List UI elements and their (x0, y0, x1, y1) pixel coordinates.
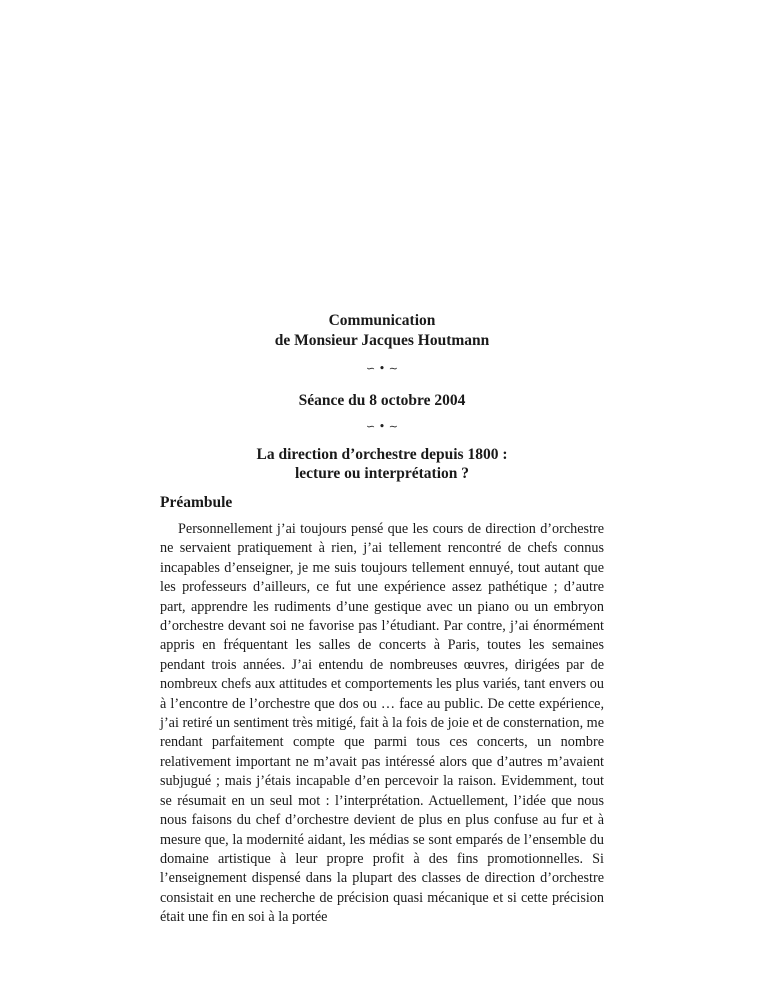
session-date-heading: Séance du 8 octobre 2004 (298, 392, 466, 409)
speaker-heading: de Monsieur Jacques Houtmann (274, 332, 490, 349)
communication-heading: Communication (328, 312, 436, 329)
section-title: Préambule (160, 494, 233, 511)
topic-title-line2: lecture ou interprétation ? (294, 465, 470, 482)
ornament-divider-icon: ∽ • ∼ (366, 420, 398, 433)
body-paragraph: Personnellement j’ai toujours pensé que les cours de direction d’orchestre ne servaient pratiquement à rien, j’ai tellement rencontré de chefs connus incapables d’enseigner, je me suis toujours tellement ennuyé, tout autant que les professeurs d’ailleurs, ce fut une expérience assez pathétique ; d’autre part, apprendre les rudiments d’une gestique avec un piano ou un embryon d’orchestre devant soi ne favorise pas l’étudiant. Par contre, j’ai énormément appris en fréquentant les salles de concerts à Paris, toutes les semaines pendant trois années. J’ai entendu de nombreuses œuvres, dirigées par de nombreux chefs aux attitudes et comportements les plus variés, tant envers ou à l’encontre de l’orchestre que dos ou … face au public. De cette expérience, j’ai retiré un sentiment très mitigé, fait à la fois de joie et de consternation, me rendant parfaitement compte que parmi tous ces concerts, un nombre relativement important ne m’avait pas intéressé alors que d’autres m’avaient subjugué ; mais j’étais incapable d’en percevoir la raison. Evidemment, tout se résumait en un seul mot : l’interprétation. Actuellement, l’idée que nous nous faisons du chef d’orchestre devient de plus en plus confuse au fur et à mesure que, la modernité aidant, les médias se sont emparés de l’ensemble du domaine artistique à leur propre profit à des fins promotionnelles. Si l’enseignement dispensé dans la plupart des classes de direction d’orchestre consistait en une recherche de précision quasi mécanique et si cette précision était une fin en soi à la portée (160, 521, 604, 926)
ornament-divider-icon: ∽ • ∼ (366, 362, 398, 375)
topic-title-line1: La direction d’orchestre depuis 1800 : (256, 446, 508, 463)
